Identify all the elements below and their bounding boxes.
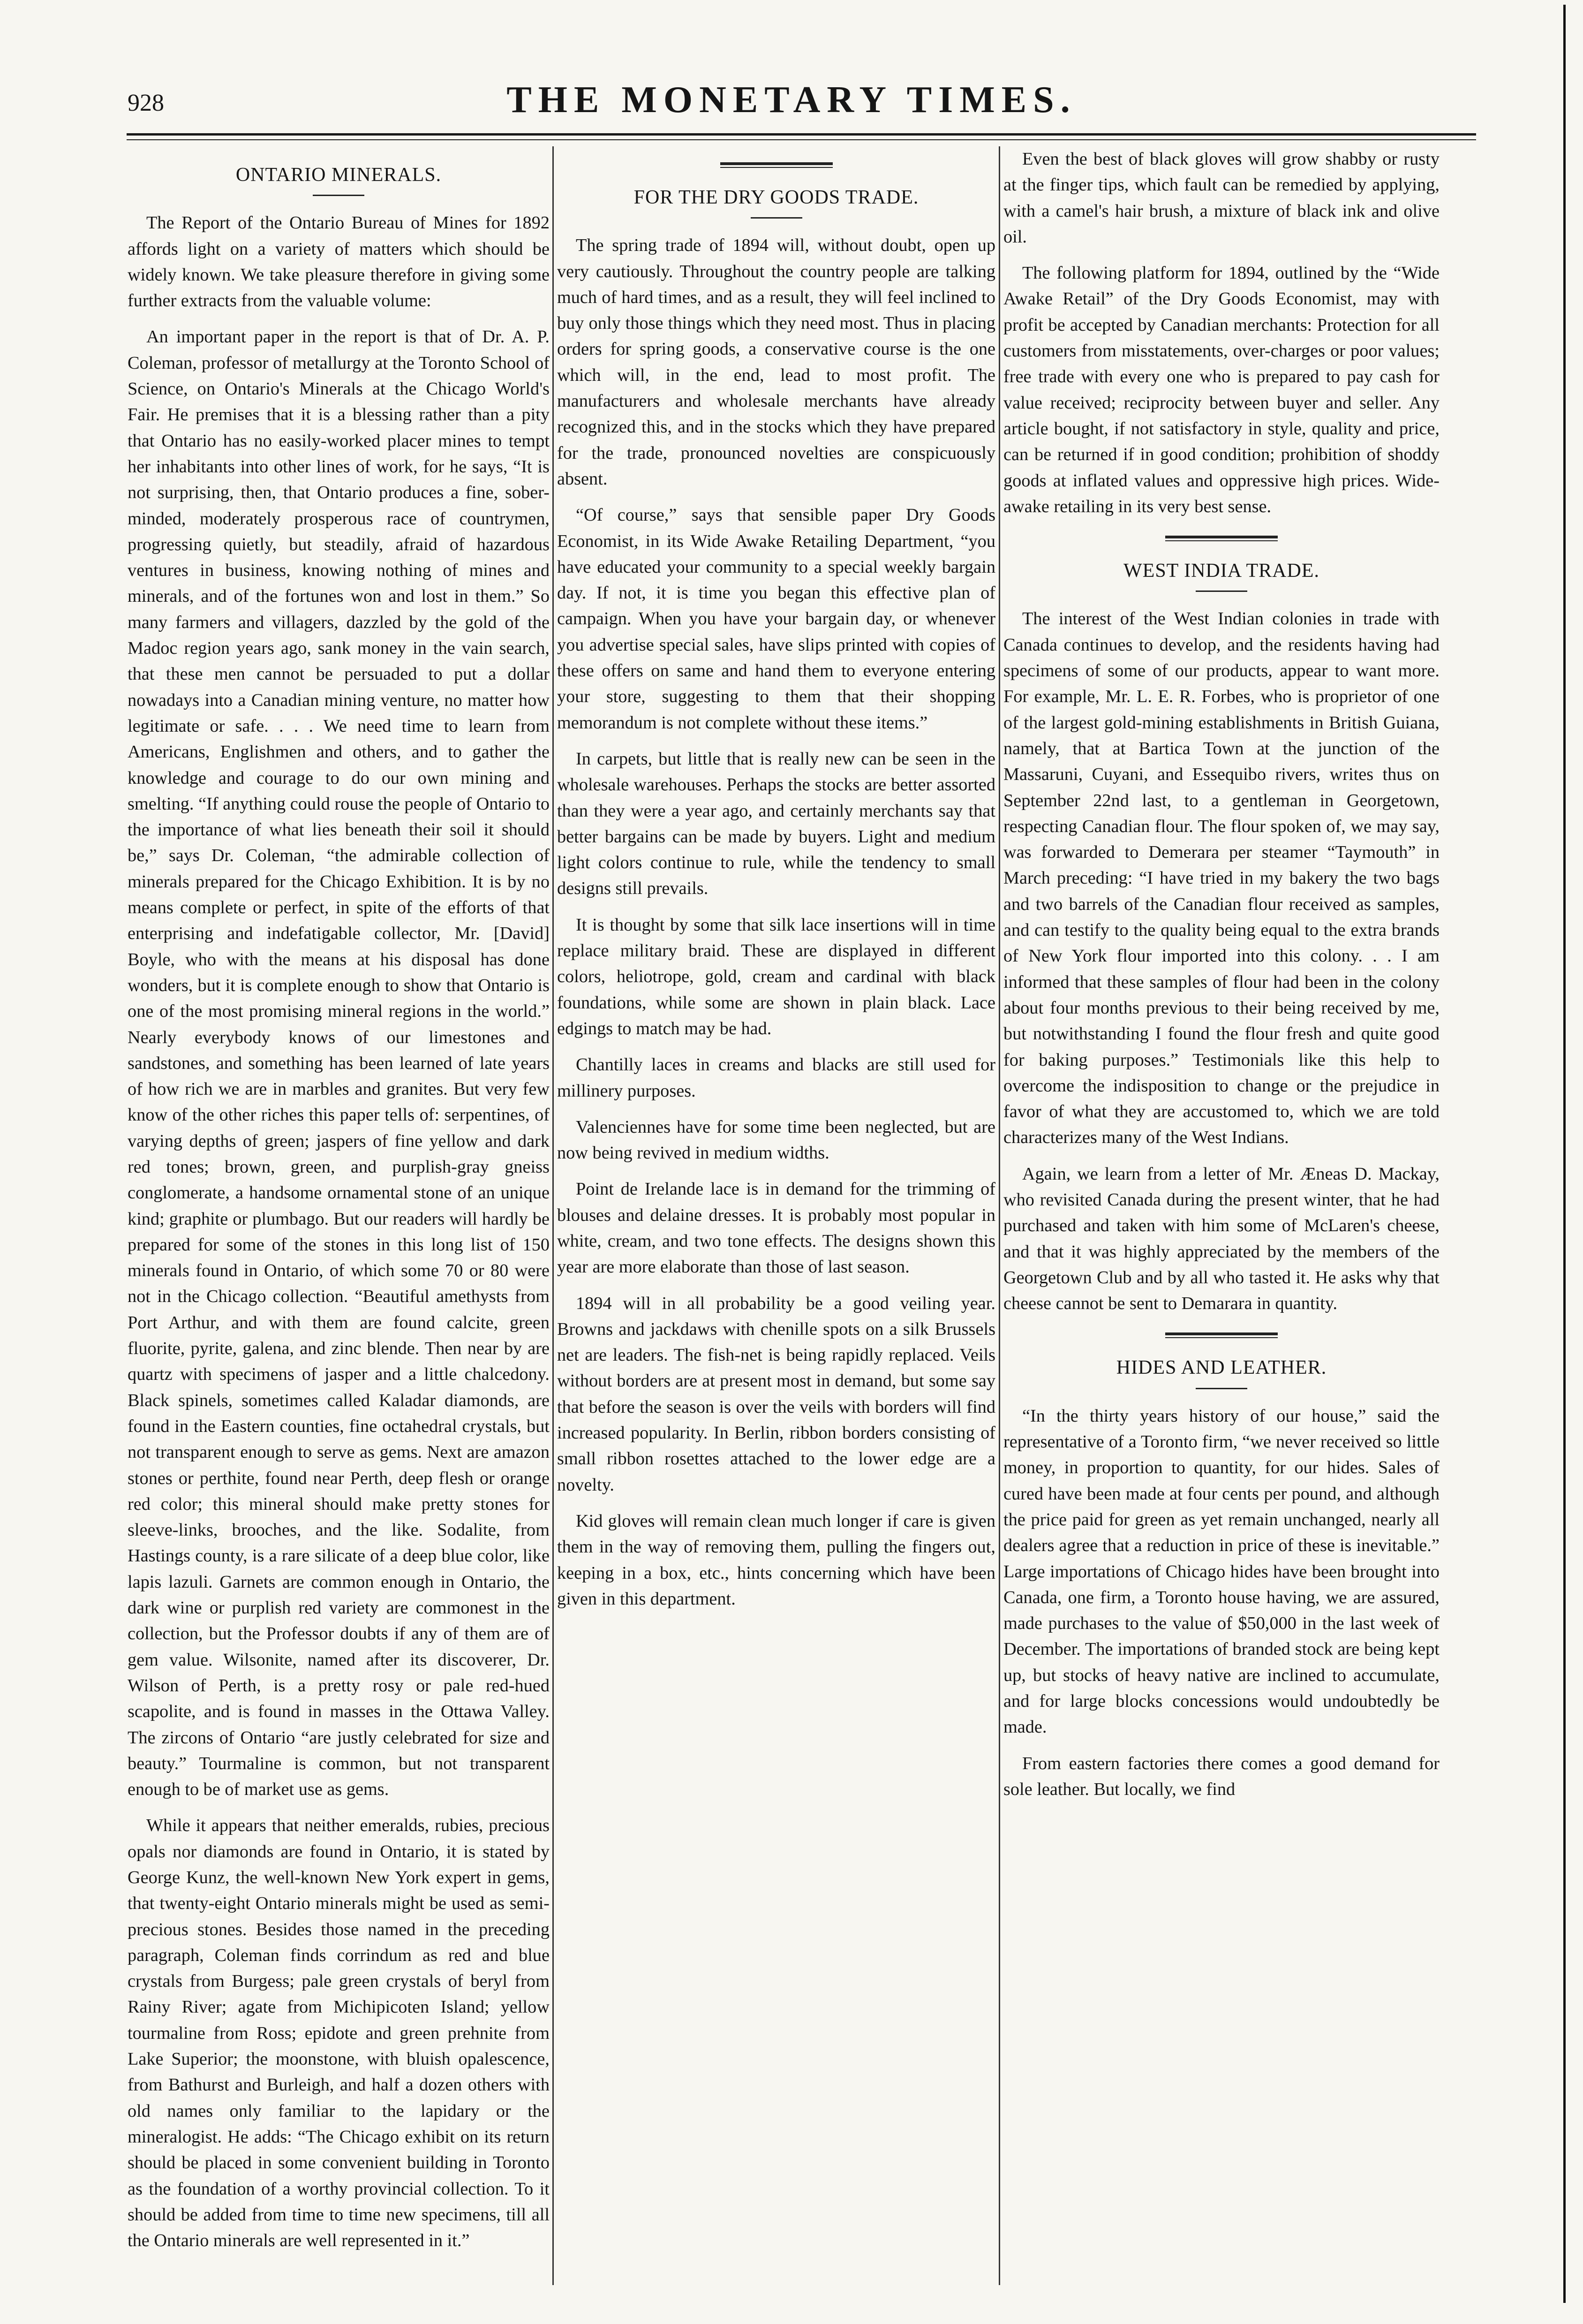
column-3 <box>1003 146 1440 2304</box>
column-1 <box>128 146 550 2304</box>
paragraph: An important paper in the report is that of Dr. A. P. Coleman, professor of metallurgy at the Toronto School of Science, on Ontario's Minerals at the Chicago World's Fair. He premises that it is a blessing rather than a pity that Ontario has no easily-worked placer mines to tempt her inhabitants into other lines of work, for he says, “It is not surprising, then, that Ontario produces a fine, sober-minded, moderately prosperous race of countrymen, progressing quietly, but steadily, afraid of hazardous ventures in business, knowing nothing of mines and minerals, and of the fortunes won and lost in them.” So many farmers and villagers, dazzled by the gold of the Madoc region years ago, sank money in the vain search, that these men cannot be persuaded to put a dollar nowadays into a Canadian mining venture, no matter how legitimate or safe. . . . We need time to learn from Americans, Englishmen and others, and to gather the knowledge and courage to do our own mining and smelting. “If anything could rouse the people of Ontario to the importance of what lies beneath their soil it should be,” says Dr. Coleman, “the admirable collection of minerals prepared for the Chicago Exhibition. It is by no means complete or perfect, in spite of the efforts of that enterprising and indefatigable collector, Mr. [David] Boyle, who with the means at his disposal has done wonders, but it is complete enough to show that Ontario is one of the most promising mineral regions in the world.” Nearly everybody knows of our limestones and sandstones, and something has been learned of late years of how rich we are in marbles and granites. But very few know of the other riches this paper tells of: serpentines, of varying depths of green; jaspers of fine yellow and dark red tones; brown, green, and purplish-gray gneiss conglomerate, a handsome ornamental stone of an unique kind; graphite or plumbago. But our readers will hardly be prepared for some of the stones in this long list of 150 minerals found in Ontario, of which some 70 or 80 were not in the Chicago collection. “Beautiful amethysts from Port Arthur, and with them are found calcite, green fluorite, pyrite, galena, and zinc blende. Then near by are quartz with specimens of jasper and a little chalcedony. Black spinels, sometimes called Kaladar diamonds, are found in the Eastern counties, fine octahedral crystals, but not transparent enough to serve as gems. Next are amazon stones or perthite, found near Perth, deep flesh or orange red color; this mineral should make pretty stones for sleeve-links, brooches, and the like. Sodalite, from Hastings county, is a rare silicate of a deep blue color, like lapis lazuli. Garnets are common enough in Ontario, the dark wine or purplish red variety are commonest in the collection, but the Professor doubts if any of them are of gem value. Wilsonite, named after its discoverer, Dr. Wilson of Perth, is a pretty rosy or pale red-hued scapolite, and is found in masses in the Ottawa Valley. The zircons of Ontario “are justly celebrated for size and beauty.” Tourmaline is common, but not transparent enough to be of market use as gems. <box>128 327 550 1800</box>
paragraph: The spring trade of 1894 will, without doubt, open up very cautiously. Throughout the country people are talking much of hard times, and as a result, they will feel inclined to buy only those things which they need most. Thus in placing orders for spring goods, a conservative course is the one which will, in the end, lead to most profit. The manufacturers and wholesale merchants have already recognized this, and in the stocks which they have prepared for the trade, pronounced novelties are conspicuously absent. <box>557 235 995 489</box>
paragraph: Valenciennes have for some time been neglected, but are now being revived in medium widths. <box>557 1117 995 1163</box>
page-number: 928 <box>128 90 164 116</box>
column-divider <box>552 146 554 2285</box>
paragraph: The following platform for 1894, outlined by the “Wide Awake Retail” of the Dry Goods Economist, may with profit be accepted by Canadian merchants: Protection for all customers from misstatements, over-charges or poor values; free trade with every one who is prepared to pay cash for value received; reciprocity between buyer and seller. Any article bought, if not satisfactory in style, quality and price, can be returned if in good condition; prohibition of shoddy goods at inflated values and oppressive high prices. Wide-awake retailing in its very best sense. <box>1003 263 1440 516</box>
paragraph: Point de Irelande lace is in demand for the trimming of blouses and delaine dresses. It is probably most popular in white, cream, and two tone effects. The designs shown this year are more elaborate than those of last season. <box>557 1179 995 1277</box>
paragraph: “In the thirty years history of our house,” said the representative of a Toronto firm, “we never received so little money, in proportion to quantity, for our hides. Sales of cured have been made at four cents per pound, and although the price paid for green as yet remain unchanged, nearly all dealers agree that a reduction in price of these is inevitable.” Large importations of Chicago hides have been brought into Canada, one firm, a Toronto house having, we are assured, made purchases to the value of $50,000 in the last week of December. The importations of branded stock are being kept up, but stocks of heavy native are inclined to accumulate, and for large blocks concessions would undoubtedly be made. <box>1003 1406 1440 1737</box>
article-title-dry-goods: FOR THE DRY GOODS TRADE. <box>633 187 919 208</box>
paragraph: Again, we learn from a letter of Mr. Æneas D. Mackay, who revisited Canada during the present winter, that he had purchased and taken with him some of McLaren's cheese, and that it was highly appreciated by the members of the Georgetown Club and by all who tasted it. He asks why that cheese cannot be sent to Demarara in quantity. <box>1003 1164 1440 1314</box>
paragraph: Kid gloves will remain clean much longer if care is given them in the way of removing them, pulling the fingers out, keeping in a box, etc., hints concerning which have been given in this department. <box>557 1511 995 1609</box>
column-2 <box>557 146 995 2304</box>
section-separator <box>720 162 833 168</box>
paragraph: The interest of the West Indian colonies in trade with Canada continues to develop, and the residents having had specimens of some of our products, appear to want more. For example, Mr. L. E. R. Forbes, who is proprietor of one of the largest gold-mining establishments in British Guiana, namely, that at Bartica Town at the junction of the Massaruni, Cuyani, and Essequibo rivers, writes thus on September 22nd last, to a gentleman in Georgetown, respecting Canadian flour. The flour spoken of, we may say, was forwarded to Demerara per steamer “Taymouth” in March preceding: “I have tried in my bakery the two bags and two barrels of the Canadian flour received as samples, and can testify to the quality being equal to the extra brands of New York flour imported into this colony. . . I am informed that these samples of flour had been in the colony about four months previous to their being received by me, but notwithstanding I found the flour fresh and quite good for baking purposes.” Testimonials like this help to overcome the indisposition to change or the prejudice in favor of what they are accustomed to, which we are told characterizes many of the West Indians. <box>1003 609 1440 1148</box>
masthead: THE MONETARY TIMES. <box>506 79 1077 121</box>
paragraph: In carpets, but little that is really new can be seen in the wholesale warehouses. Perhaps the stocks are better assorted than they were a year ago, and certainly merchants say that better bargains can be made by buyers. Light and medium light colors continue to rule, while the tendency to small designs still prevails. <box>557 749 995 899</box>
title-dash <box>313 195 364 196</box>
header-rule-thin <box>127 139 1476 140</box>
paragraph: From eastern factories there comes a good demand for sole leather. But locally, we find <box>1003 1753 1440 1799</box>
article-title-ontario-minerals: ONTARIO MINERALS. <box>235 164 442 186</box>
paragraph: While it appears that neither emeralds, rubies, precious opals nor diamonds are found in Ontario, it is stated by George Kunz, the well-known New York expert in gems, that twenty-eight Ontario minerals might be used as semi-precious stones. Besides those named in the preceding paragraph, Coleman finds corrindum as red and blue crystals from Burgess; pale green crystals of beryl from Rainy River; agate from Michipicoten Island; yellow tourmaline from Ross; epidote and green prehnite from Lake Superior; the moonstone, with bluish opalescence, from Bathurst and Burleigh, and half a dozen others with old names only familiar to the lapidary or the mineralogist. He adds: “The Chicago exhibit on its return should be placed in some convenient building in Toronto as the foundation of a worthy provincial collection. To it should be added from time to time new specimens, till all the Ontario minerals are well represented in it.” <box>128 1816 550 2251</box>
paragraph: Chantilly laces in creams and blacks are still used for millinery purposes. <box>557 1055 995 1101</box>
title-dash <box>751 217 802 219</box>
article-title-hides-leather: HIDES AND LEATHER. <box>1116 1357 1327 1379</box>
article-title-west-india: WEST INDIA TRADE. <box>1123 560 1319 582</box>
paragraph: “Of course,” says that sensible paper Dry Goods Economist, in its Wide Awake Retailing Department, “you have educated your community to a special weekly bargain day. If not, it is time you began this effective plan of campaign. When you have your bargain day, or whenever you advertise special sales, have slips printed with copies of these offers on same and hand them to everyone entering your store, suggesting to them that their shopping memorandum is not complete without these items.” <box>557 505 995 733</box>
paragraph: It is thought by some that silk lace insertions will in time replace military braid. These are displayed in different colors, heliotrope, gold, cream and cardinal with black foundations, while some are shown in plain black. Lace edgings to match may be had. <box>557 915 995 1038</box>
paragraph: Even the best of black gloves will grow shabby or rusty at the finger tips, which fault can be remedied by applying, with a camel's hair brush, a mixture of black ink and olive oil. <box>1003 149 1440 247</box>
section-separator <box>1165 1332 1278 1338</box>
paragraph: The Report of the Ontario Bureau of Mines for 1892 affords light on a variety of matters which should be widely known. We take pleasure therefore in giving some further extracts from the valuable volume: <box>128 213 550 311</box>
header-rule <box>127 133 1476 136</box>
section-separator <box>1165 536 1278 541</box>
title-dash <box>1196 590 1247 592</box>
title-dash <box>1196 1388 1247 1389</box>
paragraph: 1894 will in all probability be a good veiling year. Browns and jackdaws with chenille spots on a silk Brussels net are leaders. The fish-net is being rapidly replaced. Veils without borders are at present most in demand, but some say that before the season is over the veils with borders will find increased popularity. In Berlin, ribbon borders consisting of small ribbon rosettes attached to the lower edge are a novelty. <box>557 1293 995 1495</box>
page-edge <box>1563 5 1566 2303</box>
column-divider <box>999 146 1000 2285</box>
